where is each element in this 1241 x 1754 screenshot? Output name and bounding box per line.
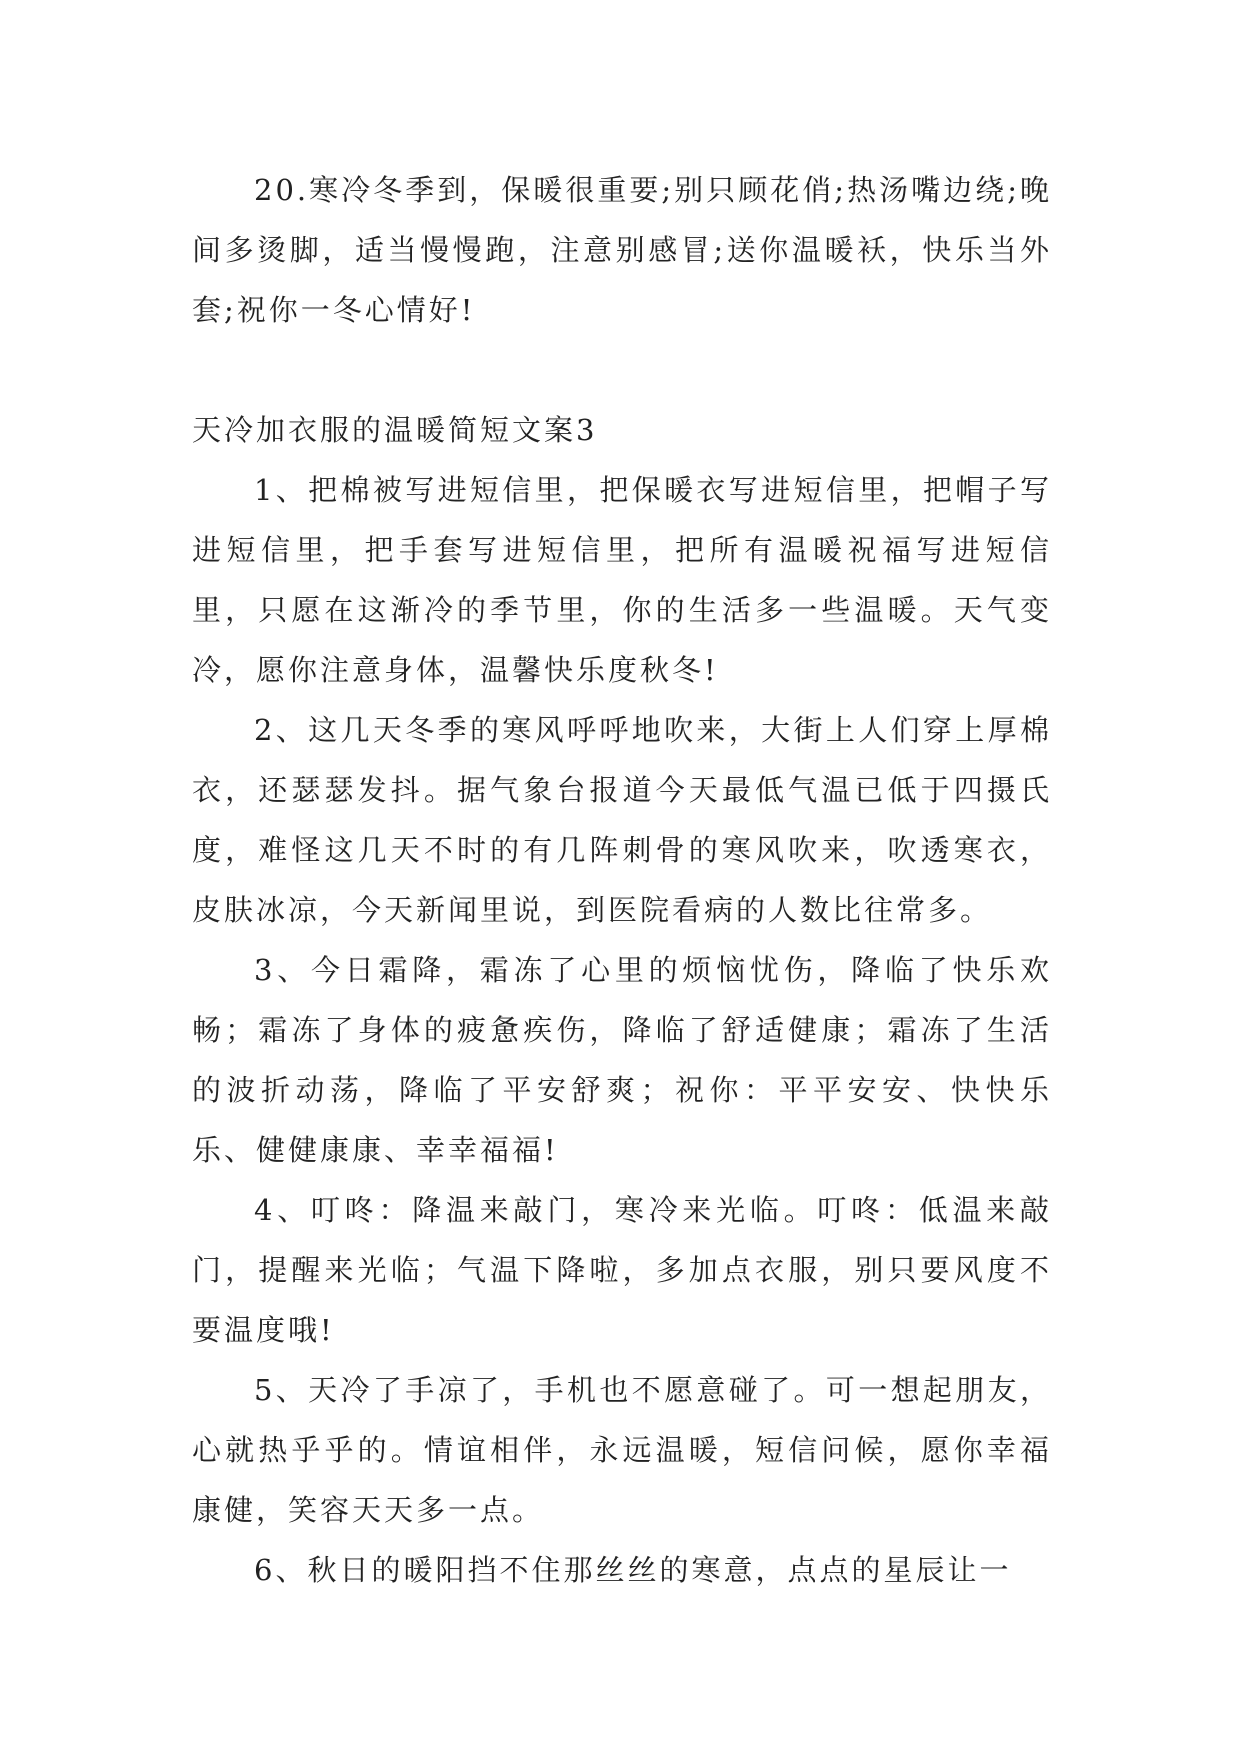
section-gap [192,340,1052,400]
paragraph-1: 1、把棉被写进短信里，把保暖衣写进短信里，把帽子写进短信里，把手套写进短信里，把所有温暖祝福写进短信里，只愿在这渐冷的季节里，你的生活多一些温暖。天气变冷，愿你注意身体，温馨快乐度秋冬! [192,473,1052,687]
document-page [192,160,1052,1600]
paragraph-3: 3、今日霜降，霜冻了心里的烦恼忧伤，降临了快乐欢畅；霜冻了身体的疲惫疾伤，降临了舒适健康；霜冻了生活的波折动荡，降临了平安舒爽；祝你：平平安安、快快乐乐、健健康康、幸幸福福! [192,953,1052,1167]
paragraph-6: 6、秋日的暖阳挡不住那丝丝的寒意，点点的星辰让一 [254,1553,1012,1587]
paragraph-4: 4、叮咚：降温来敲门，寒冷来光临。叮咚：低温来敲门，提醒来光临；气温下降啦，多加点衣服，别只要风度不要温度哦! [192,1193,1052,1347]
paragraph-5: 5、天冷了手凉了，手机也不愿意碰了。可一想起朋友，心就热乎乎的。情谊相伴，永远温暖，短信问候，愿你幸福康健，笑容天天多一点。 [192,1373,1052,1527]
section-heading: 天冷加衣服的温暖简短文案3 [192,413,598,447]
paragraph-2: 2、这几天冬季的寒风呼呼地吹来，大街上人们穿上厚棉衣，还瑟瑟发抖。据气象台报道今天最低气温已低于四摄氏度，难怪这几天不时的有几阵刺骨的寒风吹来，吹透寒衣，皮肤冰凉，今天新闻里说，到医院看病的人数比往常多。 [192,713,1052,927]
intro-paragraph: 20.寒冷冬季到，保暖很重要;别只顾花俏;热汤嘴边绕;晚间多烫脚，适当慢慢跑，注意别感冒;送你温暖袄，快乐当外套;祝你一冬心情好! [192,173,1052,327]
